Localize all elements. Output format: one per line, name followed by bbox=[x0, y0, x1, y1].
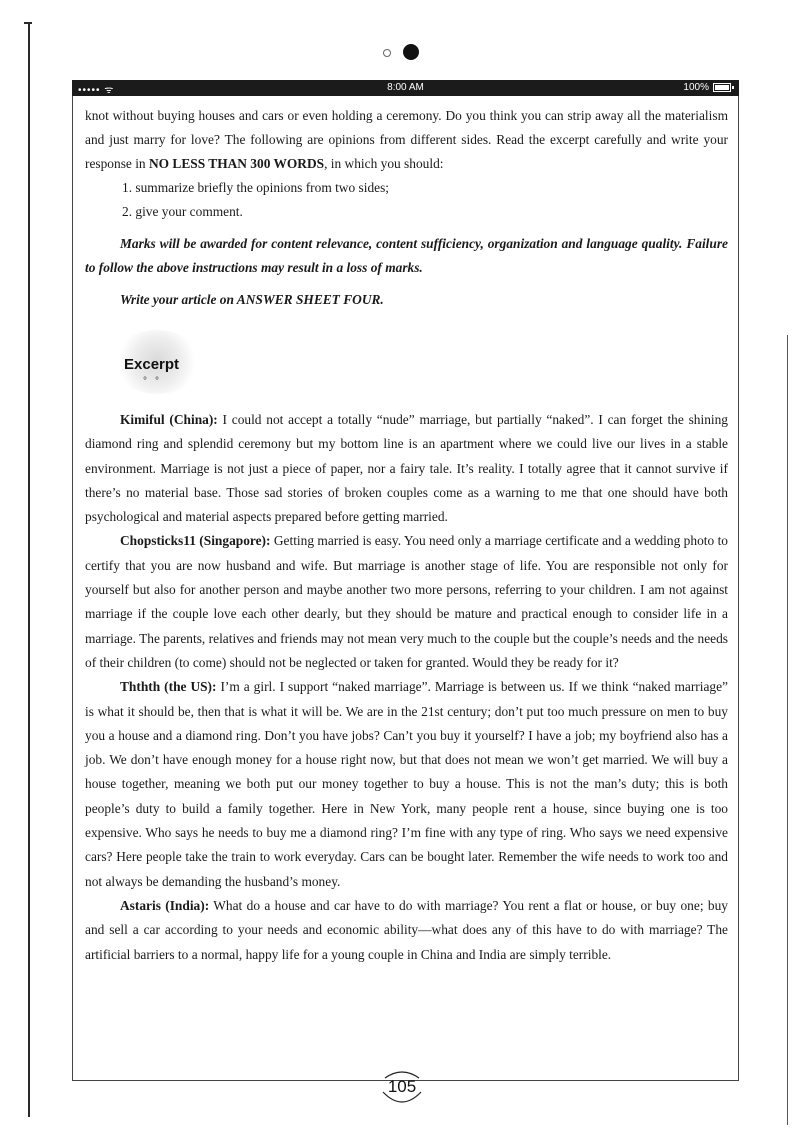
binding-mark bbox=[24, 22, 32, 24]
page-edge-line bbox=[787, 335, 788, 1125]
speaker-name: Ththth (the US): bbox=[120, 679, 217, 695]
excerpt-label: Excerpt bbox=[124, 356, 180, 373]
camera-sensor-icon bbox=[383, 49, 391, 57]
binding-line bbox=[28, 22, 30, 1117]
battery-icon bbox=[713, 83, 731, 92]
excerpt-body bbox=[85, 408, 728, 967]
battery-indicator bbox=[683, 82, 731, 93]
page-number bbox=[379, 1068, 425, 1106]
instruction-item: 2. give your comment. bbox=[122, 204, 243, 219]
opinion-paragraph bbox=[85, 675, 728, 894]
camera-icon bbox=[403, 44, 419, 60]
intro-paragraph bbox=[85, 104, 728, 176]
battery-percent: 100% bbox=[683, 82, 709, 93]
excerpt-decoration-icon: °° bbox=[143, 376, 167, 387]
signal-wifi-indicator: ••••• ᯤ bbox=[78, 85, 115, 96]
speaker-name: Kimiful (China): bbox=[120, 412, 218, 427]
opinion-text: Getting married is easy. You need only a marriage certificate and a wedding photo to certify that you are now husband and wife. But marriage is another stage of life. You are responsible not only for yourself but also for another person and maybe another two more persons, referring to your children. I am not against marriage if the couple love each other dearly, but they should be mature and practical enough to consider life in a marriage. The parents, relatives and friends may not mean very much to the couple but the couple’s needs and the needs of their children (to come) should not be neglected or taken for granted. Would they be ready for it? bbox=[85, 533, 728, 670]
opinion-paragraph bbox=[85, 408, 728, 529]
opinion-text: What do a house and car have to do with marriage? You rent a flat or house, or buy one; buy and sell a car according to your needs and economic ability—what does any of this have to do with marriage? The artificial barriers to a normal, happy life for a young couple in China and India are simply terrible. bbox=[85, 897, 728, 962]
answer-sheet-note: Write your article on ANSWER SHEET FOUR. bbox=[120, 292, 384, 307]
opinion-paragraph bbox=[85, 894, 728, 967]
opinion-paragraph bbox=[85, 529, 728, 675]
word-count-emphasis: NO LESS THAN 300 WORDS bbox=[148, 156, 325, 171]
status-bar bbox=[72, 80, 739, 96]
intro-text-end: , in which you should: bbox=[324, 156, 444, 171]
page-number-text: 105 bbox=[387, 1077, 417, 1096]
marks-note: Marks will be awarded for content relevance, content sufficiency, organization and language quality. Failure to follow the above instructions may result in a loss of marks. bbox=[85, 236, 728, 275]
speaker-name: Astaris (India): bbox=[120, 897, 210, 913]
speaker-name: Chopsticks11 (Singapore): bbox=[120, 533, 271, 549]
opinion-text: I could not accept a totally “nude” marriage, but partially “naked”. I can forget the shining diamond ring and splendid ceremony but my bottom line is an apartment where we could live our lives in a stable environment. Marriage is not just a piece of paper, nor a fairy tale. It’s reality. I totally agree that it cannot survive if there’s no material base. Those sad stories of broken couples come as a warning to me that one should have both psychological and material aspects prepared before getting married. bbox=[85, 412, 729, 525]
task-instructions bbox=[85, 104, 728, 312]
status-time: 8:00 AM bbox=[387, 82, 424, 93]
intro-text: knot without buying houses and cars or even holding a ceremony. Do you think you can strip away all the materialism and just marry for love? The following are opinions from different sides. Read the excerpt carefully and write your response in bbox=[85, 108, 728, 171]
opinion-text: I’m a girl. I support “naked marriage”. Marriage is between us. If we think “naked marriage” is what it should be, then that is what it will be. We are in the 21st century; don’t put too much pressure on men to buy you a house and a diamond ring. Don’t you have jobs? Can’t you buy it yourself? I have a job; my boyfriend also has a job. We don’t have enough money for a house right now, but that does not mean we won’t get married. We will buy a house together, meaning we both put our money together to buy a house. This is not the man’s duty; this is both people’s duty to build a family together. Here in New York, many people rent a house, since buying one is too expensive. Who says he needs to buy me a diamond ring? I’m fine with any type of ring. Who says we need expensive cars? Here people take the train to work everyday. Cars can be bought later. Remember the wife needs to work too and not always be demanding the husband’s money. bbox=[85, 679, 728, 889]
instruction-item: 1. summarize briefly the opinions from two sides; bbox=[122, 180, 390, 195]
